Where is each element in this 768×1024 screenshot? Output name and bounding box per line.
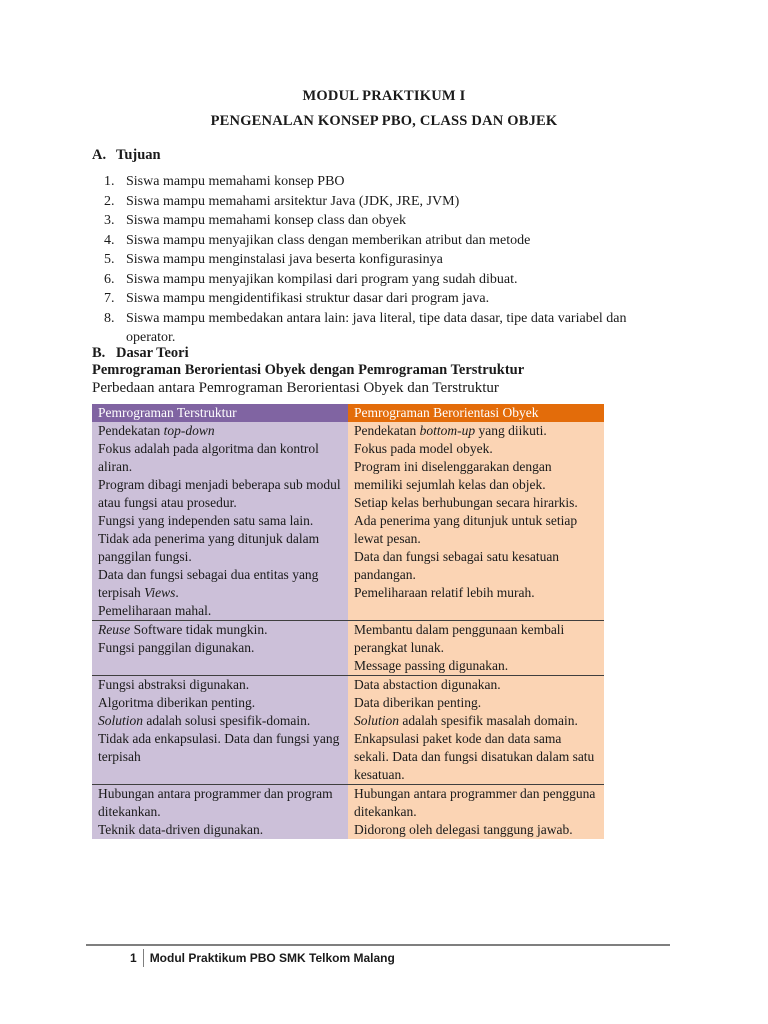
document-subtitle: PENGENALAN KONSEP PBO, CLASS DAN OBJEK [210, 113, 558, 129]
cell-line: Ada penerima yang ditunjuk untuk setiap lewat pesan. [354, 513, 578, 546]
footer-divider [86, 944, 670, 946]
goal-number: 8. [104, 310, 115, 326]
cell-oop [348, 422, 604, 621]
cell-oop [348, 621, 604, 676]
goal-number: 4. [104, 232, 115, 248]
cell-line: Data dan fungsi sebagai satu kesatuan pandangan. [354, 549, 560, 582]
cell-line: Program ini diselenggarakan dengan memiliki sejumlah kelas dan objek. [354, 459, 552, 492]
page-footer [130, 948, 395, 968]
section-a-heading [92, 147, 161, 164]
goal-number: 7. [104, 291, 115, 306]
cell-structured [92, 785, 348, 840]
cell-line: Fokus pada model obyek. [354, 441, 493, 456]
table-row [92, 422, 604, 621]
cell-line: Reuse Software tidak mungkin. [98, 622, 268, 637]
goal-number: 1. [104, 174, 115, 189]
goal-number: 3. [104, 213, 115, 228]
goal-text: Siswa mampu menginstalasi java beserta konfigurasinya [126, 252, 443, 267]
footer-separator [143, 949, 144, 967]
table-row [92, 621, 604, 676]
cell-line: Pendekatan top-down [98, 423, 215, 438]
goals-list [104, 172, 664, 348]
goal-item [104, 309, 664, 348]
table-row [92, 676, 604, 785]
goal-text: Siswa mampu memahami konsep class dan obyek [126, 213, 406, 228]
goal-number: 2. [104, 193, 115, 209]
goal-item [104, 211, 664, 231]
goal-number: 6. [104, 271, 115, 287]
cell-line: Message passing digunakan. [354, 658, 509, 673]
section-a-label: A. [92, 147, 107, 163]
cell-structured [92, 676, 348, 785]
cell-line: Data abstaction digunakan. [354, 677, 501, 692]
document-title: MODUL PRAKTIKUM I [302, 88, 466, 104]
cell-line: Data diberikan penting. [354, 695, 482, 710]
goal-item [104, 289, 664, 309]
goal-text: Siswa mampu menyajikan kompilasi dari program yang sudah dibuat. [126, 271, 518, 287]
cell-line: Hubungan antara programmer dan pengguna ditekankan. [354, 786, 596, 819]
cell-line: Solution adalah solusi spesifik-domain. [98, 713, 311, 728]
table-header-row [92, 404, 604, 422]
goal-item [104, 172, 664, 192]
cell-line: Data dan fungsi sebagai dua entitas yang terpisah Views. [98, 567, 319, 600]
cell-oop [348, 785, 604, 840]
goal-text: Siswa mampu menyajikan class dengan memberikan atribut dan metode [126, 232, 531, 248]
cell-line: Tidak ada enkapsulasi. Data dan fungsi yang terpisah [98, 731, 340, 764]
goal-text: Siswa mampu mengidentifikasi struktur dasar dari program java. [126, 291, 490, 306]
cell-structured [92, 621, 348, 676]
comparison-table-body [92, 422, 604, 839]
section-a-title: Tujuan [116, 147, 161, 163]
intro-text: Perbedaan antara Pemrograman Berorientasi Obyek dan Terstruktur [92, 380, 499, 396]
cell-line: Membantu dalam penggunaan kembali perangkat lunak. [354, 622, 565, 655]
goal-item [104, 270, 664, 290]
section-b-heading [92, 345, 189, 362]
header-oop: Pemrograman Berorientasi Obyek [348, 404, 604, 422]
goal-item [104, 231, 664, 251]
cell-line: Teknik data-driven digunakan. [98, 822, 264, 837]
cell-line: Setiap kelas berhubungan secara hirarkis. [354, 495, 578, 510]
cell-oop [348, 676, 604, 785]
section-b-title: Dasar Teori [116, 345, 189, 361]
goal-text: Siswa mampu membedakan antara lain: java literal, tipe data dasar, tipe data variabel dan operator. [126, 310, 627, 345]
goal-text: Siswa mampu memahami arsitektur Java (JDK, JRE, JVM) [126, 193, 460, 209]
cell-line: Program dibagi menjadi beberapa sub modul atau fungsi atau prosedur. [98, 477, 341, 510]
goal-number: 5. [104, 252, 115, 267]
table-row [92, 785, 604, 840]
cell-line: Enkapsulasi paket kode dan data sama sekali. Data dan fungsi disatukan dalam satu kesatuan. [354, 731, 595, 782]
cell-line: Pemeliharaan mahal. [98, 603, 212, 618]
footer-text: Modul Praktikum PBO SMK Telkom Malang [149, 951, 395, 965]
cell-line: Pemeliharaan relatif lebih murah. [354, 585, 535, 600]
header-structured: Pemrograman Terstruktur [92, 404, 348, 422]
cell-line: Algoritma diberikan penting. [98, 695, 256, 710]
page-number: 1 [130, 951, 137, 965]
subheading: Pemrograman Berorientasi Obyek dengan Pemrograman Terstruktur [92, 362, 525, 378]
cell-line: Didorong oleh delegasi tanggung jawab. [354, 822, 573, 837]
cell-line: Solution adalah spesifik masalah domain. [354, 713, 578, 728]
cell-line: Tidak ada penerima yang ditunjuk dalam panggilan fungsi. [98, 531, 320, 564]
cell-line: Fungsi abstraksi digunakan. [98, 677, 250, 692]
goal-item [104, 192, 664, 212]
cell-line: Fungsi yang independen satu sama lain. [98, 513, 314, 528]
cell-line: Fungsi panggilan digunakan. [98, 640, 255, 655]
cell-line: Pendekatan bottom-up yang diikuti. [354, 423, 547, 438]
goal-text: Siswa mampu memahami konsep PBO [126, 174, 345, 189]
goal-item [104, 250, 664, 270]
cell-structured [92, 422, 348, 621]
cell-line: Fokus adalah pada algoritma dan kontrol aliran. [98, 441, 319, 474]
section-b-label: B. [92, 345, 106, 361]
cell-line: Hubungan antara programmer dan program ditekankan. [98, 786, 333, 819]
comparison-table [92, 404, 604, 839]
